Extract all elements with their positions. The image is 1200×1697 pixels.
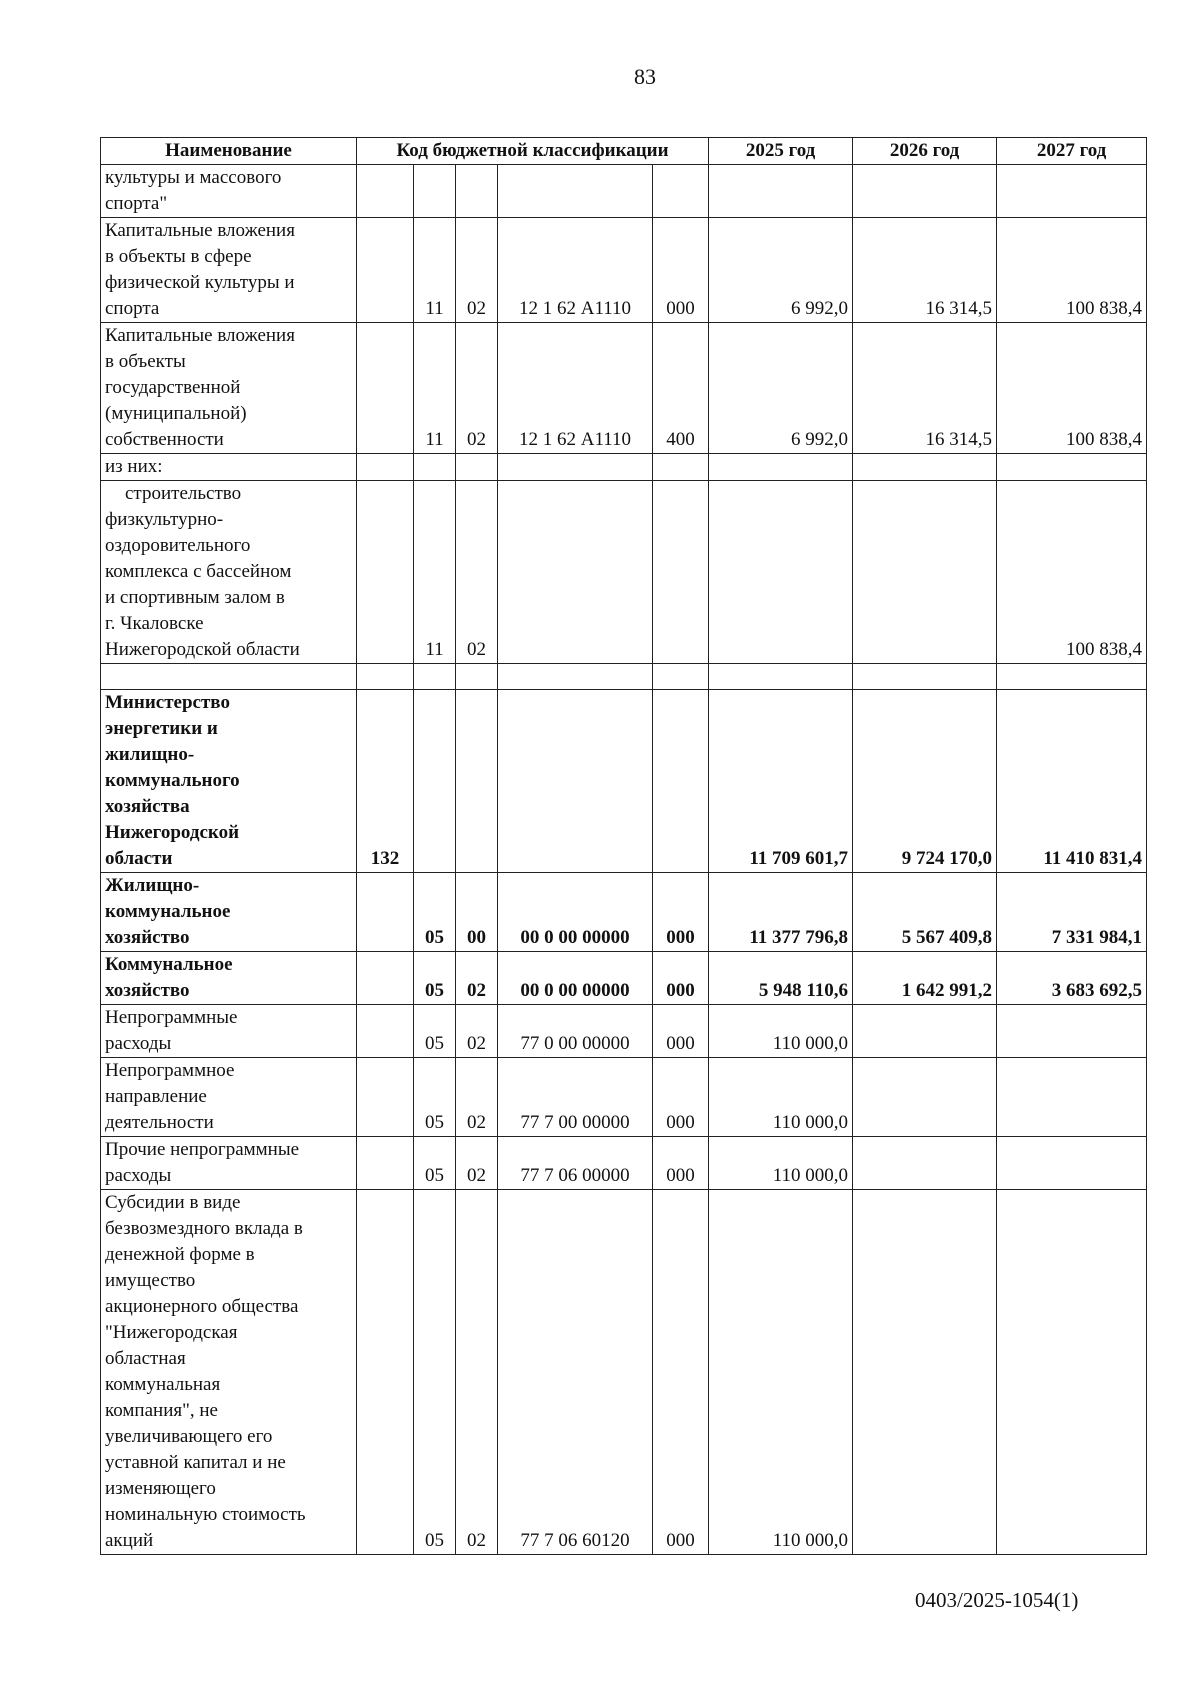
code-rz: 11 xyxy=(414,323,456,454)
table-row xyxy=(101,690,1147,873)
code-vr: 000 xyxy=(653,218,709,323)
code-rz xyxy=(414,165,456,218)
code-rz: 05 xyxy=(414,873,456,952)
code-rz: 05 xyxy=(414,1005,456,1058)
code-csr xyxy=(498,481,653,664)
code-rz: 05 xyxy=(414,952,456,1005)
code-vr: 000 xyxy=(653,1190,709,1555)
value-2027: 7 331 984,1 xyxy=(997,873,1147,952)
code-vr xyxy=(653,165,709,218)
code-csr: 12 1 62 А1110 xyxy=(498,323,653,454)
code-gr xyxy=(357,1190,414,1555)
value-2025 xyxy=(709,664,853,690)
code-rz xyxy=(414,690,456,873)
document-code: 0403/2025-1054(1) xyxy=(915,1588,1079,1612)
row-name-text: Капитальные вложения в объекты в сфере физической культуры и спорта xyxy=(105,220,295,319)
code-rz: 05 xyxy=(414,1058,456,1137)
code-gr xyxy=(357,323,414,454)
row-name xyxy=(101,1137,357,1190)
row-name xyxy=(101,873,357,952)
code-pr: 02 xyxy=(456,323,498,454)
value-2026 xyxy=(853,1005,997,1058)
code-vr: 000 xyxy=(653,1137,709,1190)
value-2025: 110 000,0 xyxy=(709,1058,853,1137)
row-name-text: культуры и массового спорта" xyxy=(105,167,282,214)
code-gr: 132 xyxy=(357,690,414,873)
code-pr: 02 xyxy=(456,481,498,664)
code-gr xyxy=(357,873,414,952)
row-name-text: строительство физкультурно- оздоровительного комплекса с бассейном и спортивным залом в г. Чкаловске Нижегородской области xyxy=(105,483,300,660)
header-code: Код бюджетной классификации xyxy=(357,138,709,165)
row-name-text: Капитальные вложения в объекты государственной (муниципальной) собственности xyxy=(105,325,295,450)
code-vr: 000 xyxy=(653,952,709,1005)
code-pr: 02 xyxy=(456,1005,498,1058)
row-name xyxy=(101,690,357,873)
table-row xyxy=(101,454,1147,481)
value-2026 xyxy=(853,454,997,481)
value-2027: 3 683 692,5 xyxy=(997,952,1147,1005)
code-rz: 11 xyxy=(414,481,456,664)
code-vr: 400 xyxy=(653,323,709,454)
table-body xyxy=(101,165,1147,1555)
code-vr xyxy=(653,664,709,690)
code-pr xyxy=(456,165,498,218)
value-2025 xyxy=(709,481,853,664)
value-2026 xyxy=(853,481,997,664)
code-vr xyxy=(653,454,709,481)
row-name xyxy=(101,323,357,454)
value-2027 xyxy=(997,454,1147,481)
value-2027: 11 410 831,4 xyxy=(997,690,1147,873)
code-gr xyxy=(357,664,414,690)
row-name-text: Непрограммные расходы xyxy=(105,1007,238,1054)
table-row xyxy=(101,952,1147,1005)
value-2026: 16 314,5 xyxy=(853,323,997,454)
value-2025 xyxy=(709,165,853,218)
row-name-text: из них: xyxy=(105,456,163,477)
code-csr: 00 0 00 00000 xyxy=(498,952,653,1005)
table-row xyxy=(101,873,1147,952)
value-2026 xyxy=(853,1058,997,1137)
value-2025: 110 000,0 xyxy=(709,1137,853,1190)
row-name xyxy=(101,454,357,481)
table-row xyxy=(101,165,1147,218)
row-name xyxy=(101,952,357,1005)
value-2026 xyxy=(853,664,997,690)
row-name xyxy=(101,481,357,664)
value-2026: 9 724 170,0 xyxy=(853,690,997,873)
code-pr: 02 xyxy=(456,1137,498,1190)
table-row xyxy=(101,1190,1147,1555)
value-2025: 110 000,0 xyxy=(709,1190,853,1555)
code-gr xyxy=(357,1005,414,1058)
header-name: Наименование xyxy=(101,138,357,165)
table-row xyxy=(101,664,1147,690)
row-name-text: Жилищно- коммунальное хозяйство xyxy=(105,875,231,948)
header-2026: 2026 год xyxy=(853,138,997,165)
code-csr xyxy=(498,690,653,873)
code-pr: 02 xyxy=(456,1190,498,1555)
table-row xyxy=(101,323,1147,454)
value-2026 xyxy=(853,1137,997,1190)
code-csr xyxy=(498,664,653,690)
code-csr: 00 0 00 00000 xyxy=(498,873,653,952)
code-pr xyxy=(456,664,498,690)
row-name-text: Министерство энергетики и жилищно- коммунального хозяйства Нижегородской области xyxy=(105,692,240,869)
code-pr xyxy=(456,454,498,481)
code-pr: 02 xyxy=(456,218,498,323)
row-name-text: Субсидии в виде безвозмездного вклада в денежной форме в имущество акционерного общества "Нижегородская областная коммунальная компания", не увеличивающего его уставной капитал и не изменяющего номинальную стоимость акций xyxy=(105,1192,306,1551)
table-row xyxy=(101,481,1147,664)
code-pr xyxy=(456,690,498,873)
value-2027 xyxy=(997,1058,1147,1137)
code-rz: 05 xyxy=(414,1190,456,1555)
value-2026: 5 567 409,8 xyxy=(853,873,997,952)
value-2026 xyxy=(853,1190,997,1555)
code-csr xyxy=(498,454,653,481)
code-gr xyxy=(357,952,414,1005)
page-number: 83 xyxy=(634,64,656,89)
code-gr xyxy=(357,454,414,481)
value-2025: 11 709 601,7 xyxy=(709,690,853,873)
table-row xyxy=(101,218,1147,323)
code-csr: 77 7 06 60120 xyxy=(498,1190,653,1555)
code-vr xyxy=(653,481,709,664)
code-gr xyxy=(357,165,414,218)
code-vr: 000 xyxy=(653,1005,709,1058)
code-rz: 05 xyxy=(414,1137,456,1190)
code-pr: 02 xyxy=(456,1058,498,1137)
code-pr: 00 xyxy=(456,873,498,952)
code-pr: 02 xyxy=(456,952,498,1005)
code-vr: 000 xyxy=(653,1058,709,1137)
value-2025: 11 377 796,8 xyxy=(709,873,853,952)
value-2025: 6 992,0 xyxy=(709,323,853,454)
value-2027 xyxy=(997,1190,1147,1555)
row-name xyxy=(101,664,357,690)
header-2025: 2025 год xyxy=(709,138,853,165)
row-name-text: Непрограммное направление деятельности xyxy=(105,1060,235,1133)
value-2027 xyxy=(997,1005,1147,1058)
value-2027: 100 838,4 xyxy=(997,481,1147,664)
code-csr: 77 7 00 00000 xyxy=(498,1058,653,1137)
value-2026: 16 314,5 xyxy=(853,218,997,323)
row-name xyxy=(101,165,357,218)
header-row xyxy=(101,138,1147,165)
header-2027: 2027 год xyxy=(997,138,1147,165)
code-gr xyxy=(357,481,414,664)
code-gr xyxy=(357,218,414,323)
code-vr: 000 xyxy=(653,873,709,952)
code-csr: 77 7 06 00000 xyxy=(498,1137,653,1190)
code-csr: 77 0 00 00000 xyxy=(498,1005,653,1058)
value-2027 xyxy=(997,664,1147,690)
table-row xyxy=(101,1137,1147,1190)
code-vr xyxy=(653,690,709,873)
value-2027: 100 838,4 xyxy=(997,323,1147,454)
value-2025 xyxy=(709,454,853,481)
budget-table xyxy=(100,137,1147,1555)
value-2027 xyxy=(997,165,1147,218)
code-rz xyxy=(414,454,456,481)
value-2025: 110 000,0 xyxy=(709,1005,853,1058)
value-2027: 100 838,4 xyxy=(997,218,1147,323)
row-name-text: Прочие непрограммные расходы xyxy=(105,1139,300,1186)
code-rz xyxy=(414,664,456,690)
value-2026: 1 642 991,2 xyxy=(853,952,997,1005)
value-2025: 5 948 110,6 xyxy=(709,952,853,1005)
code-rz: 11 xyxy=(414,218,456,323)
row-name xyxy=(101,1005,357,1058)
value-2026 xyxy=(853,165,997,218)
table-row xyxy=(101,1058,1147,1137)
row-name-text: Коммунальное хозяйство xyxy=(105,954,233,1001)
value-2027 xyxy=(997,1137,1147,1190)
code-csr: 12 1 62 А1110 xyxy=(498,218,653,323)
row-name xyxy=(101,1190,357,1555)
row-name xyxy=(101,1058,357,1137)
code-gr xyxy=(357,1137,414,1190)
table-row xyxy=(101,1005,1147,1058)
value-2025: 6 992,0 xyxy=(709,218,853,323)
code-csr xyxy=(498,165,653,218)
row-name xyxy=(101,218,357,323)
code-gr xyxy=(357,1058,414,1137)
